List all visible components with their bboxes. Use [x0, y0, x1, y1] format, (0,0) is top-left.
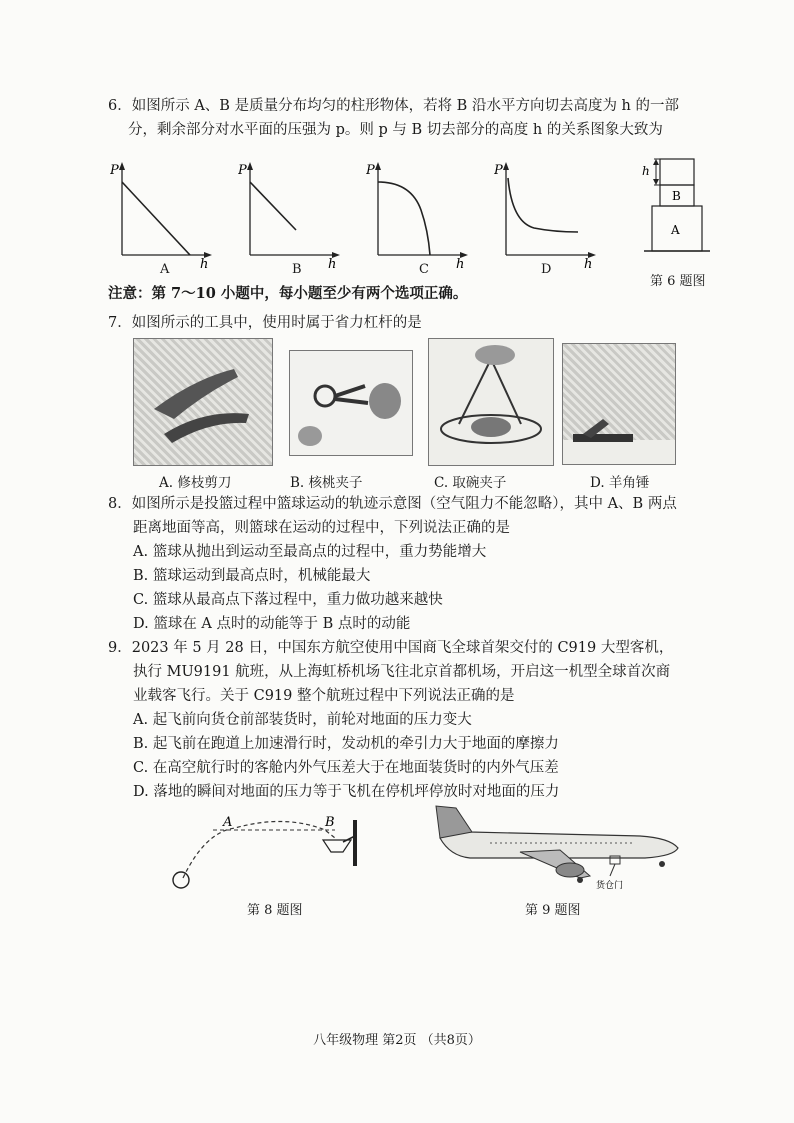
q6-figure-h-label: h	[642, 164, 650, 178]
q8-option-a: A. 篮球从抛出到运动至最高点的过程中，重力势能增大	[133, 544, 487, 560]
q6-figure-b-label: B	[672, 189, 681, 203]
q7-stem: 7．如图所示的工具中，使用时属于省力杠杆的是	[108, 315, 422, 331]
q6-graph-d-label: D	[541, 262, 552, 277]
q6-graph-a-y-label: P	[110, 163, 119, 178]
q7-option-d: D. 羊角锤	[590, 475, 650, 491]
q6-figure-blocks	[632, 155, 712, 255]
q9-stem-line2: 执行 MU9191 航班，从上海虹桥机场飞往北京首都机场，开启这一机型全球首次商	[133, 664, 671, 680]
q9-stem-line3: 业载客飞行。关于 C919 整个航班过程中下列说法正确的是	[133, 688, 515, 704]
q6-graph-c-y-label: P	[366, 163, 375, 178]
q8-stem-line1: 8．如图所示是投篮过程中篮球运动的轨迹示意图（空气阻力不能忽略），其中 A、B 两点	[108, 496, 677, 512]
q6-graph-d-y-label: P	[494, 163, 503, 178]
q9-figure-airplane	[430, 800, 685, 895]
q6-graph-c	[366, 160, 471, 270]
q9-option-c: C. 在高空航行时的客舱内外气压差大于在地面装货时的内外气压差	[133, 760, 559, 776]
q6-graph-a-label: A	[160, 262, 170, 277]
q8-figure-trajectory	[165, 806, 365, 896]
q6-stem-line1: 6．如图所示 A、B 是质量分布均匀的柱形物体，若将 B 沿水平方向切去高度为 h 的一部	[108, 98, 679, 114]
q7-option-b: B. 核桃夹子	[290, 475, 363, 491]
q8-option-d: D. 篮球在 A 点时的动能等于 B 点时的动能	[133, 616, 411, 632]
page-footer: 八年级物理 第2页 （共8页）	[313, 1033, 481, 1048]
q7-option-c: C. 取碗夹子	[434, 475, 507, 491]
q6-stem-line2: 分，剩余部分对水平面的压强为 p。则 p 与 B 切去部分的高度 h 的关系图象大致为	[128, 122, 663, 138]
q6-graph-b	[238, 160, 343, 270]
q6-figure-a-label: A	[671, 223, 680, 237]
q9-option-b: B. 起飞前在跑道上加速滑行时，发动机的牵引力大于地面的摩擦力	[133, 736, 559, 752]
q7-option-a: A. 修枝剪刀	[159, 475, 232, 491]
q6-graph-c-label: C	[419, 262, 429, 277]
q9-figure-caption: 第 9 题图	[525, 903, 581, 918]
multi-answer-note: 注意：第 7～10 小题中，每小题至少有两个选项正确。	[108, 285, 468, 302]
q6-graph-d-x-label: h	[584, 257, 593, 270]
q7-photo-bowl-clamp	[428, 338, 554, 466]
q9-option-d: D. 落地的瞬间对地面的压力等于飞机在停机坪停放时对地面的压力	[133, 784, 560, 800]
q9-option-a: A. 起飞前向货仓前部装货时，前轮对地面的压力变大	[133, 712, 472, 728]
q8-option-c: C. 篮球从最高点下落过程中，重力做功越来越快	[133, 592, 443, 608]
q7-photo-nutcracker	[289, 350, 413, 456]
q9-stem-line1: 9．2023 年 5 月 28 日，中国东方航空使用中国商飞全球首架交付的 C919 大型客机，	[108, 640, 674, 656]
q8-stem-line2: 距离地面等高，则篮球在运动的过程中，下列说法正确的是	[133, 520, 510, 536]
q6-graph-b-y-label: P	[238, 163, 247, 178]
q6-graph-c-x-label: h	[456, 257, 465, 270]
q6-figure-caption: 第 6 题图	[650, 274, 706, 289]
q8-figure-caption: 第 8 题图	[247, 903, 303, 918]
q6-graph-b-x-label: h	[328, 257, 337, 270]
q8-figure-point-b: B	[325, 815, 335, 830]
q9-figure-door-label: 货仓门	[596, 881, 624, 891]
q7-photo-pruning-shears	[133, 338, 273, 466]
q6-graph-a	[110, 160, 215, 270]
q7-photo-claw-hammer	[562, 343, 676, 465]
q8-figure-point-a: A	[223, 815, 233, 830]
q6-graph-d	[494, 160, 599, 270]
q6-graph-a-x-label: h	[200, 257, 209, 270]
q8-option-b: B. 篮球运动到最高点时，机械能最大	[133, 568, 371, 584]
q6-graph-b-label: B	[292, 262, 302, 277]
